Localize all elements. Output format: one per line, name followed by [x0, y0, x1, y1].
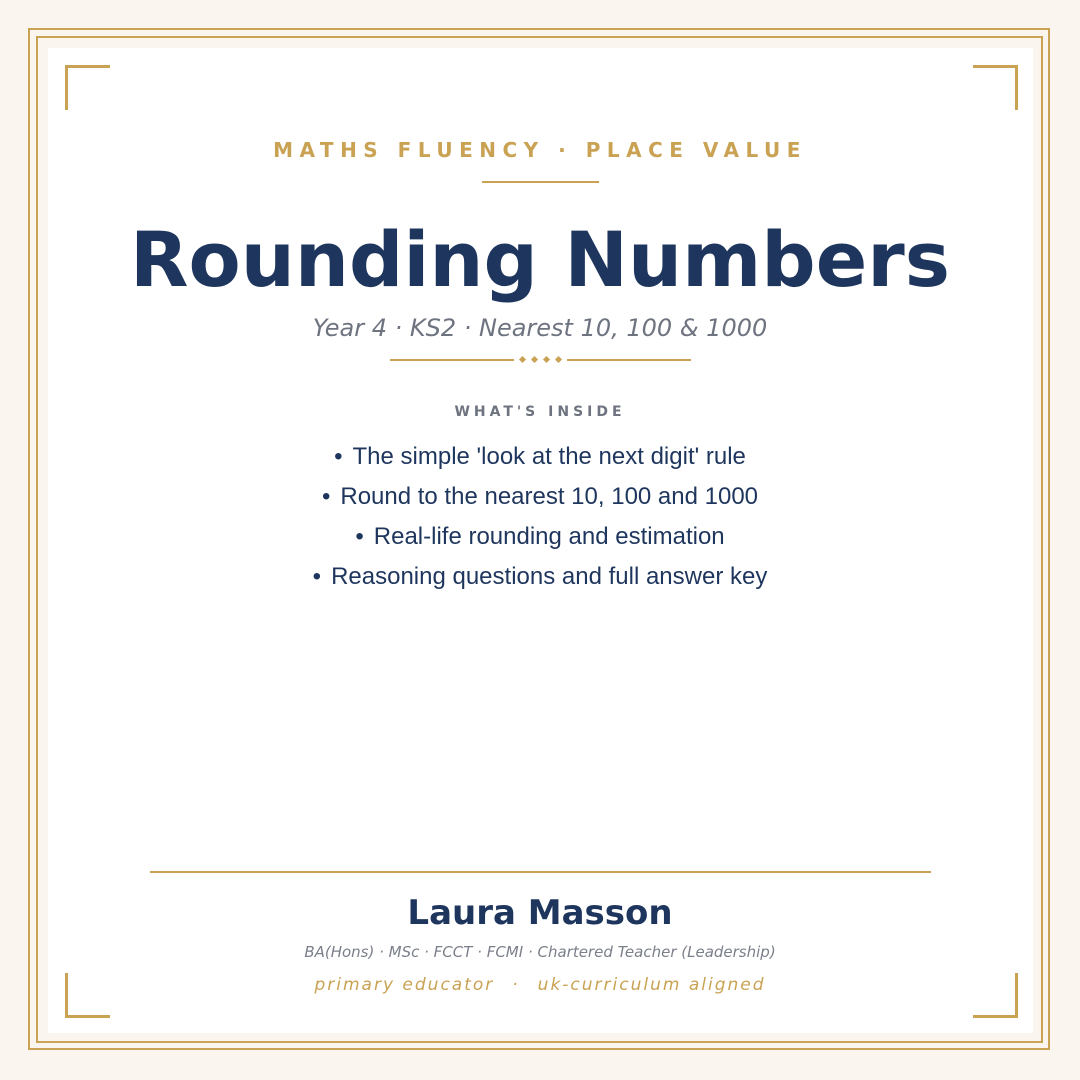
list-item-text: Real-life rounding and estimation	[373, 523, 725, 550]
eyebrow-divider	[482, 181, 599, 183]
bullet-icon: •	[312, 563, 322, 590]
diamond-icon	[543, 356, 550, 363]
list-item	[0, 557, 1080, 597]
list-item-text: Round to the nearest 10, 100 and 1000	[340, 483, 759, 510]
list-item	[0, 437, 1080, 477]
list-item-text: Reasoning questions and full answer key	[331, 563, 768, 590]
whats-inside-heading: WHAT'S INSIDE	[454, 404, 626, 420]
author-name: Laura Masson	[407, 893, 673, 933]
corner-bracket-top-left	[65, 65, 110, 110]
diamond-icon	[519, 356, 526, 363]
subtitle: Year 4 · KS2 · Nearest 10, 100 & 1000	[312, 314, 768, 342]
list-item-text: The simple 'look at the next digit' rule	[352, 443, 746, 470]
bullet-icon: •	[334, 443, 343, 470]
ornament-line-left	[390, 359, 514, 361]
contents-list	[0, 437, 1080, 597]
tag-uk-curriculum: uk-curriculum aligned	[537, 975, 766, 995]
corner-bracket-top-right	[973, 65, 1018, 110]
page-title: Rounding Numbers	[130, 215, 950, 304]
list-item	[0, 477, 1080, 517]
author-tags	[0, 975, 1080, 995]
list-item	[0, 517, 1080, 557]
tag-separator: ·	[512, 975, 520, 995]
eyebrow-label: MATHS FLUENCY · PLACE VALUE	[273, 138, 807, 162]
ornamental-divider	[390, 353, 691, 367]
tag-primary-educator: primary educator	[314, 975, 495, 995]
bullet-icon: •	[355, 523, 364, 550]
ornament-line-right	[567, 359, 691, 361]
author-credentials: BA(Hons) · MSc · FCCT · FCMI · Chartered Teacher (Leadership)	[304, 943, 776, 961]
diamond-icon	[555, 356, 562, 363]
diamond-icon	[531, 356, 538, 363]
bullet-icon: •	[321, 483, 331, 510]
footer-divider	[150, 871, 931, 873]
